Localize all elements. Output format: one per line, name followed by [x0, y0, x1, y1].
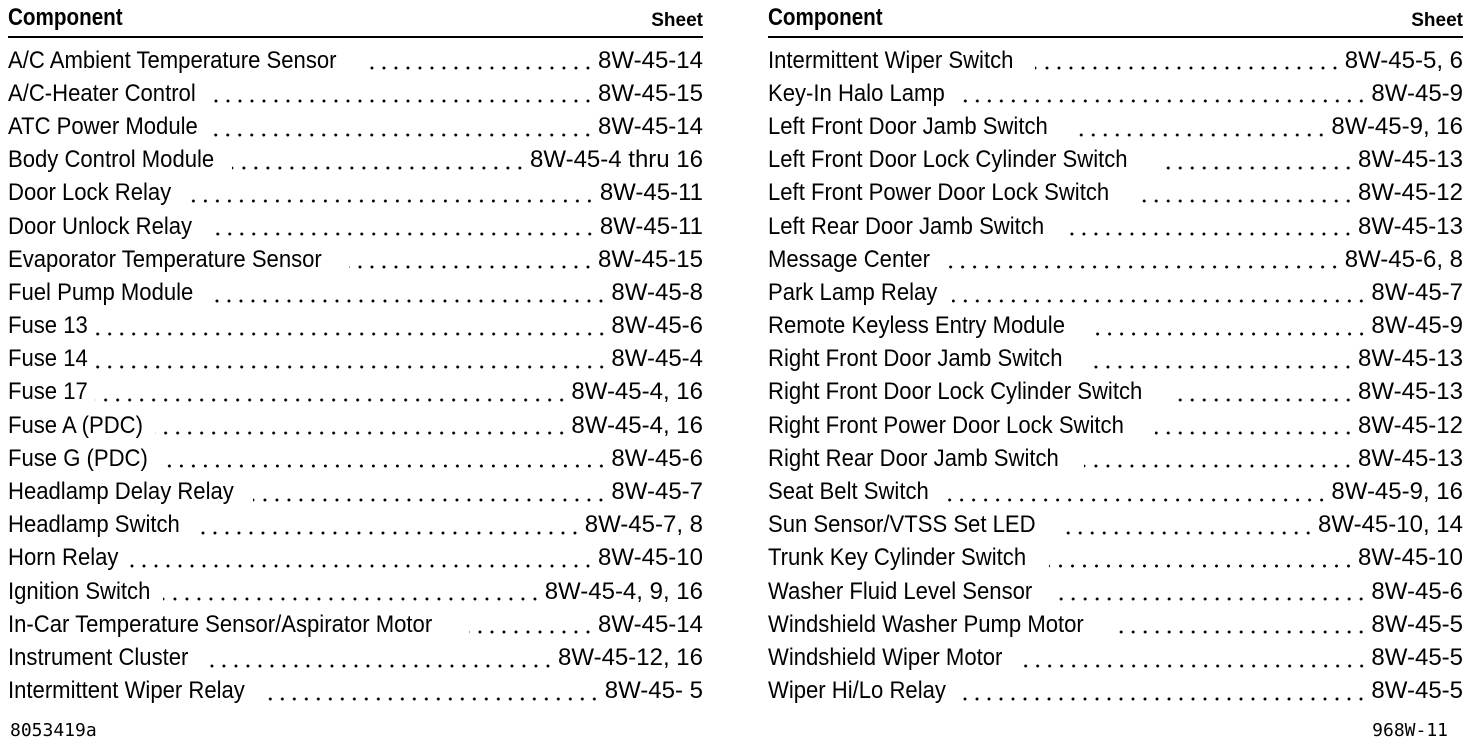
component-row [8, 675, 703, 708]
component-row [768, 144, 1463, 177]
component-row [768, 641, 1463, 674]
component-name: Right Front Power Door Lock Switch [768, 411, 1124, 439]
sheet-reference: 8W-45-13 [1358, 212, 1463, 240]
component-name: Fuse 17 [8, 378, 88, 406]
component-name: Windshield Washer Pump Motor [768, 610, 1084, 638]
component-name: Park Lamp Relay [768, 278, 938, 306]
figure-code: 8053419a [10, 720, 97, 741]
component-row [768, 276, 1463, 309]
sheet-reference: 8W-45-9, 16 [1331, 112, 1463, 140]
component-row [768, 575, 1463, 608]
component-name: Right Rear Door Jamb Switch [768, 444, 1059, 472]
dot-leader [1084, 463, 1354, 469]
component-row [768, 77, 1463, 110]
component-name: Horn Relay [8, 544, 119, 572]
component-name: Door Unlock Relay [8, 212, 193, 240]
sheet-reference: 8W-45-4, 16 [571, 411, 703, 439]
component-name: Key-In Halo Lamp [768, 79, 945, 107]
component-row [8, 475, 703, 508]
dot-leader [1155, 430, 1354, 436]
sheet-reference: 8W-45-12 [1358, 179, 1463, 207]
dot-leader [1159, 165, 1354, 171]
sheet-header: Sheet [651, 10, 703, 31]
component-name: Trunk Key Cylinder Switch [768, 544, 1027, 572]
dot-leader [961, 696, 1367, 702]
component-name: Right Front Door Lock Cylinder Switch [768, 378, 1143, 406]
sheet-reference: 8W-45-6 [611, 444, 703, 472]
sheet-reference: 8W-45-12, 16 [558, 643, 703, 671]
dot-leader [185, 198, 595, 204]
component-row [8, 575, 703, 608]
dot-leader [128, 563, 594, 569]
component-name: Left Front Door Jamb Switch [768, 112, 1048, 140]
component-name: Body Control Module [8, 146, 215, 174]
sheet-reference: 8W-45-6 [1371, 577, 1463, 605]
sheet-reference: 8W-45-7, 8 [584, 511, 703, 539]
dot-leader [209, 298, 607, 304]
component-name: Instrument Cluster [8, 643, 189, 671]
dot-leader [160, 463, 607, 469]
component-row [8, 276, 703, 309]
component-row [768, 542, 1463, 575]
component-name: Headlamp Switch [8, 511, 180, 539]
component-row [8, 144, 703, 177]
sheet-reference: 8W-45-11 [599, 179, 703, 207]
dot-leader [195, 530, 581, 536]
component-row [768, 509, 1463, 542]
dot-leader [1055, 596, 1367, 602]
sheet-reference: 8W-45-10 [598, 544, 703, 572]
component-row [768, 409, 1463, 442]
sheet-reference: 8W-45-13 [1358, 146, 1463, 174]
component-name: Fuse 13 [8, 312, 88, 340]
component-row [768, 376, 1463, 409]
dot-leader [1035, 65, 1341, 71]
sheet-reference: 8W-45-5, 6 [1344, 46, 1463, 74]
component-name: Evaporator Temperature Sensor [8, 245, 322, 273]
component-name: Left Rear Door Jamb Switch [768, 212, 1045, 240]
dot-leader [155, 430, 568, 436]
component-row [768, 310, 1463, 343]
sheet-reference: 8W-45-14 [598, 610, 703, 638]
sheet-header: Sheet [1411, 10, 1463, 31]
sheet-reference: 8W-45-7 [611, 478, 703, 506]
dot-leader [960, 98, 1367, 104]
sheet-reference: 8W-45-9 [1371, 79, 1463, 107]
component-name: Fuse A (PDC) [8, 411, 143, 439]
dot-leader [265, 696, 600, 702]
component-row [8, 310, 703, 343]
component-name: Fuel Pump Module [8, 278, 194, 306]
dot-leader [1175, 397, 1354, 403]
sheet-reference: 8W-45-15 [598, 245, 703, 273]
component-row [8, 243, 703, 276]
component-name: Intermittent Wiper Switch [768, 46, 1014, 74]
dot-leader [208, 231, 596, 237]
component-name: Fuse G (PDC) [8, 444, 148, 472]
component-name: Ignition Switch [8, 577, 151, 605]
sheet-reference: 8W-45-4, 9, 16 [544, 577, 703, 605]
component-row [768, 475, 1463, 508]
dot-leader [349, 264, 594, 270]
component-row [768, 243, 1463, 276]
sheet-reference: 8W-45-13 [1358, 345, 1463, 373]
left-component-list [8, 44, 703, 708]
dot-leader [204, 663, 554, 669]
dot-leader [163, 596, 541, 602]
dot-leader [944, 264, 1341, 270]
dot-leader [1072, 132, 1327, 138]
right-column-header [768, 2, 1463, 38]
right-component-list [768, 44, 1463, 708]
sheet-reference: 8W-45-9 [1371, 312, 1463, 340]
component-name: Right Front Door Jamb Switch [768, 345, 1063, 373]
component-name: Headlamp Delay Relay [8, 478, 234, 506]
component-name: Sun Sensor/VTSS Set LED [768, 511, 1036, 539]
component-row [8, 77, 703, 110]
component-row [8, 409, 703, 442]
component-row [8, 210, 703, 243]
sheet-reference: 8W-45-10, 14 [1318, 511, 1463, 539]
dot-leader [253, 497, 607, 503]
dot-leader [95, 331, 608, 337]
sheet-reference: 8W-45-4 thru 16 [530, 146, 703, 174]
component-row [768, 343, 1463, 376]
sheet-reference: 8W-45-4 [611, 345, 703, 373]
sheet-reference: 8W-45-13 [1358, 444, 1463, 472]
dot-leader [95, 397, 568, 403]
sheet-reference: 8W-45-5 [1371, 610, 1463, 638]
dot-leader [1068, 231, 1354, 237]
component-row [768, 177, 1463, 210]
component-row [8, 608, 703, 641]
component-name: A/C-Heater Control [8, 79, 196, 107]
left-column-header [8, 2, 703, 38]
component-row [8, 542, 703, 575]
component-name: Wiper Hi/Lo Relay [768, 677, 946, 705]
component-row [768, 210, 1463, 243]
component-name: Seat Belt Switch [768, 478, 929, 506]
component-row [768, 442, 1463, 475]
sheet-reference: 8W-45-5 [1371, 643, 1463, 671]
sheet-reference: 8W-45-5 [1371, 677, 1463, 705]
component-row [768, 675, 1463, 708]
right-column [768, 2, 1463, 708]
dot-leader [214, 132, 594, 138]
sheet-reference: 8W-45-11 [599, 212, 703, 240]
component-name: Left Front Power Door Lock Switch [768, 179, 1110, 207]
component-header: Component [768, 4, 883, 31]
component-row [768, 608, 1463, 641]
left-column [8, 2, 703, 708]
sheet-reference: 8W-45-14 [598, 112, 703, 140]
dot-leader [1059, 530, 1314, 536]
component-row [8, 177, 703, 210]
component-row [8, 641, 703, 674]
component-row [768, 44, 1463, 77]
sheet-reference: 8W-45- 5 [604, 677, 703, 705]
sheet-reference: 8W-45-6 [611, 312, 703, 340]
component-name: Fuse 14 [8, 345, 88, 373]
dot-leader [95, 364, 608, 370]
dot-leader [212, 98, 594, 104]
component-name: Washer Fluid Level Sensor [768, 577, 1033, 605]
dot-leader [1049, 563, 1355, 569]
component-name: Remote Keyless Entry Module [768, 312, 1065, 340]
sheet-reference: 8W-45-9, 16 [1331, 478, 1463, 506]
sheet-reference: 8W-45-8 [611, 278, 703, 306]
component-name: Left Front Door Lock Cylinder Switch [768, 146, 1128, 174]
sheet-reference: 8W-45-15 [598, 79, 703, 107]
component-name: Door Lock Relay [8, 179, 172, 207]
component-row [8, 44, 703, 77]
sheet-reference: 8W-45-12 [1358, 411, 1463, 439]
component-name: ATC Power Module [8, 112, 198, 140]
dot-leader [365, 65, 594, 71]
component-name: Intermittent Wiper Relay [8, 677, 245, 705]
sheet-reference: 8W-45-10 [1358, 544, 1463, 572]
component-name: Message Center [768, 245, 931, 273]
dot-leader [943, 497, 1328, 503]
sheet-reference: 8W-45-6, 8 [1344, 245, 1463, 273]
dot-leader [1139, 198, 1354, 204]
component-header: Component [8, 4, 123, 31]
component-row [8, 442, 703, 475]
component-name: A/C Ambient Temperature Sensor [8, 46, 337, 74]
component-row [8, 110, 703, 143]
sheet-reference: 8W-45-14 [598, 46, 703, 74]
component-row [768, 110, 1463, 143]
component-row [8, 343, 703, 376]
component-row [8, 376, 703, 409]
dot-leader [1088, 364, 1354, 370]
sheet-reference: 8W-45-13 [1358, 378, 1463, 406]
dot-leader [469, 629, 594, 635]
dot-leader [952, 298, 1367, 304]
sheet-reference: 8W-45-4, 16 [571, 378, 703, 406]
dot-leader [1091, 331, 1368, 337]
dot-leader [232, 165, 526, 171]
component-name: Windshield Wiper Motor [768, 643, 1003, 671]
dot-leader [1111, 629, 1367, 635]
page-code: 968W-11 [1372, 720, 1448, 741]
component-name: In-Car Temperature Sensor/Aspirator Motor [8, 610, 433, 638]
sheet-reference: 8W-45-7 [1371, 278, 1463, 306]
component-row [8, 509, 703, 542]
dot-leader [1023, 663, 1368, 669]
